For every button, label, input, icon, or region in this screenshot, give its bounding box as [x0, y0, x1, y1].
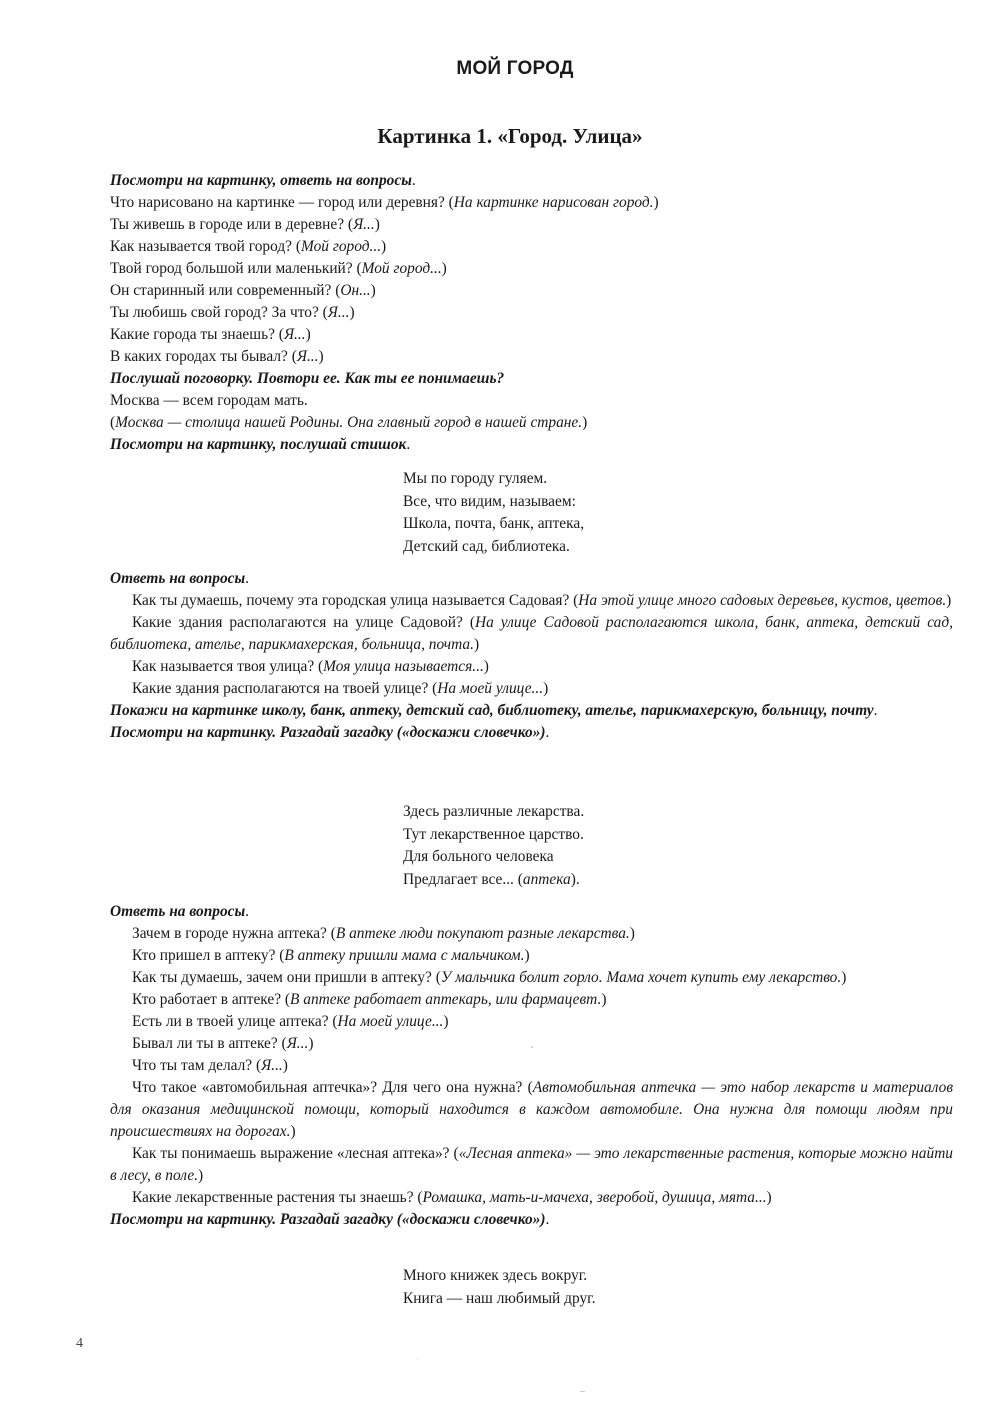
instruction: Послушай поговорку. Повтори ее. Как ты ее понимаешь? — [110, 370, 505, 387]
poem-2 — [403, 801, 823, 891]
question: Какие здания располагаются на твоей улице? (На моей улице...) — [132, 680, 549, 697]
section-title: МОЙ ГОРОД — [456, 58, 574, 79]
poem-line: Для больного человека — [403, 848, 554, 865]
instruction: Ответь на вопросы. — [110, 570, 250, 587]
question: Что нарисовано на картинке — город или деревня? (На картинке нарисован город.) — [110, 194, 659, 211]
question: Ты любишь свой город? За что? (Я...) — [110, 304, 355, 321]
question: Ты живешь в городе или в деревне? (Я...) — [110, 216, 380, 233]
proverb: Москва — всем городам мать. — [110, 392, 308, 409]
question: Какие города ты знаешь? (Я...) — [110, 326, 311, 343]
question: Что ты там делал? (Я...) — [132, 1057, 288, 1074]
instruction: Посмотри на картинку. Разгадай загадку («доскажи словечко»). — [110, 724, 550, 741]
poem-line: Мы по городу гуляем. — [403, 470, 548, 487]
question: Зачем в городе нужна аптека? (В аптеке люди покупают разные лекарства.) — [132, 925, 635, 942]
question: Как ты думаешь, зачем они пришли в аптеку? (У мальчика болит горло. Мама хочет купить ему лекарство.) — [132, 969, 847, 986]
poem-1 — [403, 468, 823, 558]
proverb-answer: (Москва — столица нашей Родины. Она главный город в нашей стране.) — [110, 414, 588, 431]
question: Твой город большой или маленький? (Мой город...) — [110, 260, 447, 277]
scan-speck — [580, 1391, 585, 1392]
scan-speck — [418, 1359, 419, 1360]
questions-block-2 — [110, 568, 953, 744]
instruction: Посмотри на картинку, послушай стишок. — [110, 436, 411, 453]
page-number: 4 — [76, 1336, 83, 1351]
poem-line: Школа, почта, банк, аптека, — [403, 515, 585, 532]
instruction: Посмотри на картинку. Разгадай загадку («доскажи словечко»). — [110, 1211, 550, 1228]
poem-line: Много книжек здесь вокруг. — [403, 1267, 588, 1284]
question: Что такое «автомобильная аптечка»? Для чего она нужна? (Автомобильная аптечка — это набор лекарств и материалов для оказания медицинской помощи, который находится в каждом автомобиле. Она нужна для помощи людям при происшествиях на дорогах.) — [110, 1079, 954, 1140]
question: Он старинный или современный? (Он...) — [110, 282, 376, 299]
question: Как ты понимаешь выражение «лесная аптека»? («Лесная аптека» — это лекарственные растения, которые можно найти в лесу, в поле.) — [110, 1145, 954, 1184]
question: В каких городах ты бывал? (Я...) — [110, 348, 324, 365]
instruction: Покажи на картинке школу, банк, аптеку, детский сад, библиотеку, ателье, парикмахерскую, больницу, почту. — [110, 702, 878, 719]
question: Как ты думаешь, почему эта городская улица называется Садовая? (На этой улице много садовых деревьев, кустов, цветов.) — [132, 592, 952, 609]
question: Какие здания располагаются на улице Садовой? (На улице Садовой располагаются школа, банк, аптека, детский сад, библиотека, ателье, парикмахерская, больница, почта.) — [110, 614, 953, 653]
poem-line: Книга — наш любимый друг. — [403, 1289, 596, 1307]
scan-speck — [531, 1046, 533, 1048]
poem-3 — [403, 1265, 823, 1310]
poem-line: Все, что видим, называем: — [403, 492, 576, 510]
instruction: Посмотри на картинку, ответь на вопросы. — [110, 172, 416, 189]
questions-block-3 — [110, 901, 953, 1231]
poem-line: Предлагает все... (аптека). — [403, 870, 580, 888]
question: Какие лекарственные растения ты знаешь? (Ромашка, мать-и-мачеха, зверобой, душица, мята...) — [132, 1189, 772, 1206]
instruction: Ответь на вопросы. — [110, 903, 250, 920]
question: Есть ли в твоей улице аптека? (На моей улице...) — [132, 1013, 449, 1030]
question: Как называется твой город? (Мой город...) — [110, 238, 387, 255]
poem-line: Детский сад, библиотека. — [403, 537, 570, 555]
questions-block-1 — [110, 170, 953, 456]
question: Кто пришел в аптеку? (В аптеку пришли мама с мальчиком.) — [132, 947, 530, 964]
poem-line: Здесь различные лекарства. — [403, 803, 585, 820]
question: Кто работает в аптеке? (В аптеке работает аптекарь, или фармацевт.) — [132, 991, 607, 1008]
poem-line: Тут лекарственное царство. — [403, 825, 584, 843]
question: Как называется твоя улица? (Моя улица называется...) — [132, 658, 489, 675]
picture-title: Картинка 1. «Город. Улица» — [377, 124, 643, 148]
question: Бывал ли ты в аптеке? (Я...) — [132, 1035, 314, 1052]
